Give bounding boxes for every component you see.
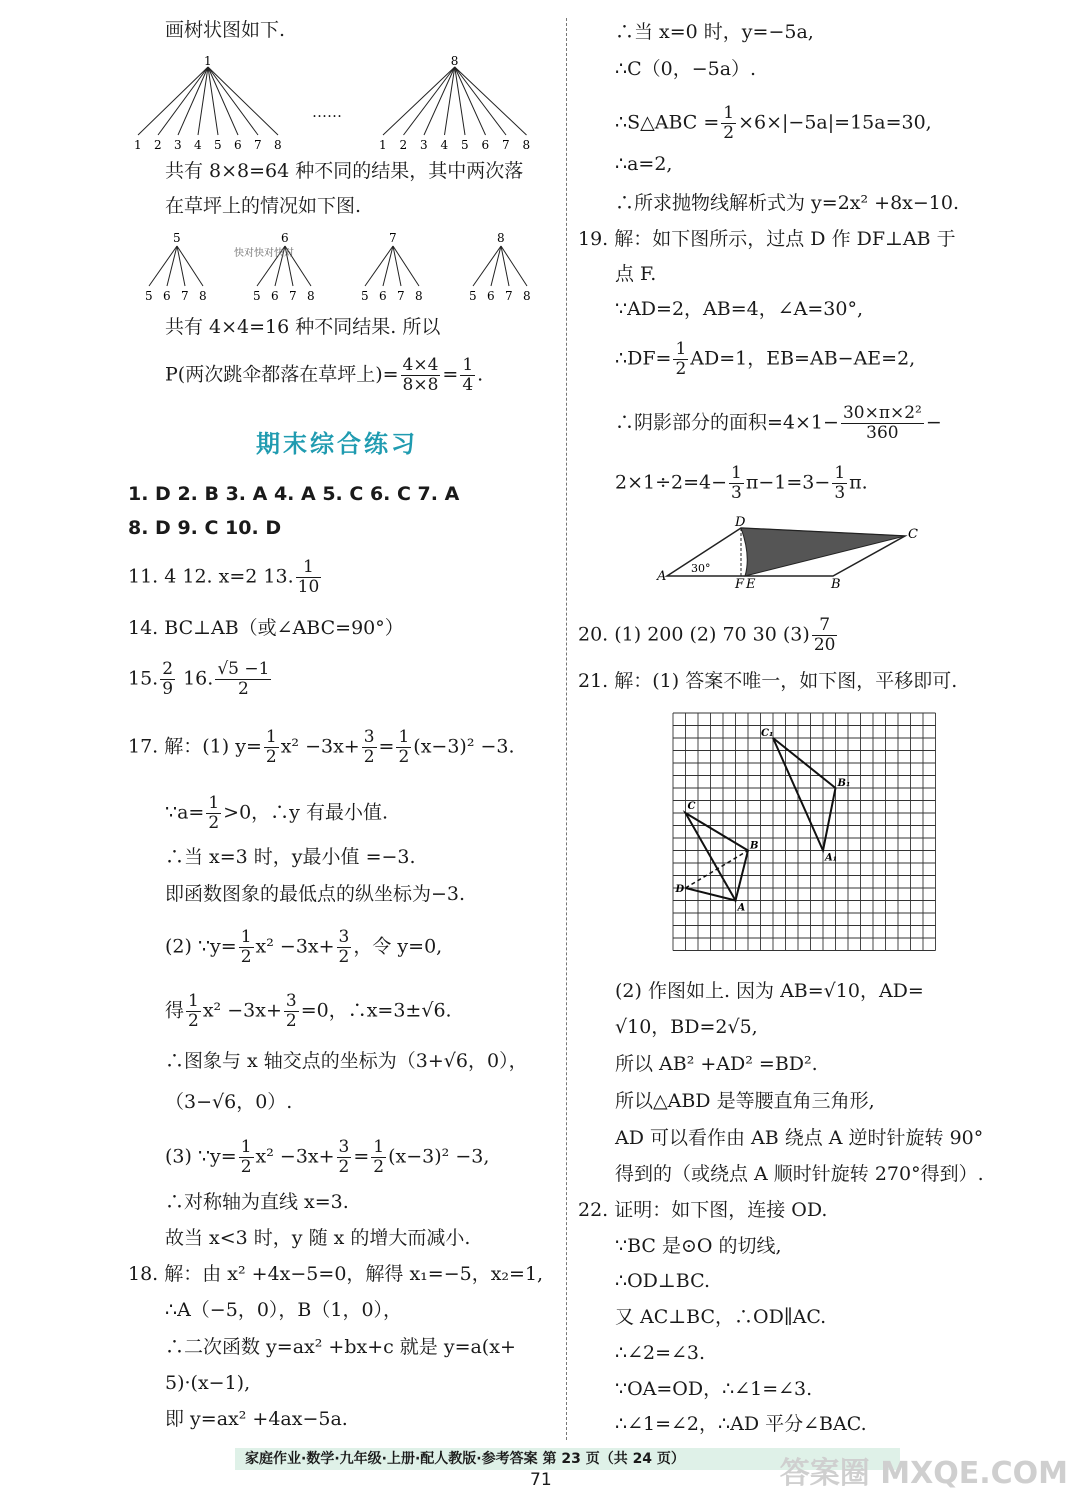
small-tree-leaf: 6 bbox=[271, 289, 279, 303]
small-tree-root: 7 bbox=[389, 231, 397, 245]
tree-leaf: 6 bbox=[234, 138, 242, 152]
q21-line: 21. 解：(1) 答案不唯一，如下图，平移即可. bbox=[578, 670, 958, 692]
small-tree-leaf: 6 bbox=[487, 289, 495, 303]
small-tree-branch bbox=[473, 246, 501, 286]
tree-leaf: 3 bbox=[420, 138, 428, 152]
watermark-logo: 答案圈 MXQE.COM bbox=[779, 1456, 1068, 1491]
q21-line: 得到的（或绕点 A 顺时针旋转 270°得到）. bbox=[615, 1163, 984, 1185]
q18-line: 即 y=ax² +4ax−5a. bbox=[165, 1408, 348, 1430]
q22-line: 又 AC⊥BC，∴OD∥AC. bbox=[615, 1306, 827, 1328]
small-tree-leaf: 5 bbox=[145, 289, 153, 303]
answers-line: 15. $\frac{2}{9}$ 16. $\frac{√5 -1}{2}$ bbox=[128, 659, 270, 699]
q22-line: ∴OD⊥BC. bbox=[615, 1270, 710, 1292]
grid-point-label: C bbox=[687, 801, 696, 812]
label-C: C bbox=[908, 527, 918, 542]
tree-branch bbox=[383, 67, 455, 135]
segment-BD bbox=[686, 851, 749, 889]
q19-line: ∴阴影部分的面积=4×1− $\frac{\text{30×π×2²}}{360}$ − bbox=[615, 403, 942, 443]
tree-diagram-1 bbox=[130, 55, 300, 155]
stamp-text: 快对快对快对 bbox=[234, 248, 294, 259]
q17-line: (3) ∵y= $\frac{1}{2}$ x² −3x+ $\frac{3}{2}$ = $\frac{1}{2}$ (x−3)² −3, bbox=[165, 1137, 490, 1177]
small-tree-leaf: 5 bbox=[469, 289, 477, 303]
tree-root: 8 bbox=[450, 55, 459, 68]
small-tree-leaf: 7 bbox=[505, 289, 513, 303]
r-line: ∴C（0，−5a）. bbox=[615, 58, 757, 80]
answers-line: 14. BC⊥AB（或∠ABC=90°） bbox=[128, 617, 404, 639]
q19-line: 19. 解：如下图所示，过点 D 作 DF⊥AB 于 bbox=[578, 228, 956, 250]
answers-line: 1. D 2. B 3. A 4. A 5. C 6. C 7. A bbox=[128, 483, 460, 505]
r-line: ∴当 x=0 时，y=−5a, bbox=[615, 21, 814, 43]
small-tree-leaf: 7 bbox=[397, 289, 405, 303]
small-tree-leaf: 8 bbox=[307, 289, 315, 303]
small-tree-leaf: 8 bbox=[415, 289, 423, 303]
q17-line: 得 $\frac{1}{2}$ x² −3x+ $\frac{3}{2}$ =0，∴x=3±√6. bbox=[165, 991, 452, 1031]
tree-leaf: 1 bbox=[379, 138, 387, 152]
small-tree-leaf: 6 bbox=[163, 289, 171, 303]
q19-line: ∵AD=2，AB=4，∠A=30°, bbox=[615, 298, 864, 320]
small-tree-leaf: 7 bbox=[181, 289, 189, 303]
q21-line: √10，BD=2√5, bbox=[615, 1016, 758, 1038]
small-tree-leaf: 5 bbox=[361, 289, 369, 303]
tree-leaf: 1 bbox=[134, 138, 142, 152]
grid-point-label: A₁ bbox=[825, 852, 838, 864]
small-tree-branch bbox=[149, 246, 177, 286]
q18-line: 18. 解：由 x² +4x−5=0，解得 x₁=−5，x₂=1, bbox=[128, 1263, 544, 1285]
tree-leaf: 8 bbox=[274, 138, 282, 152]
grid-point-label: A bbox=[737, 902, 746, 914]
q17-line: (2) ∵y= $\frac{1}{2}$ x² −3x+ $\frac{3}{2}$ ，令 y=0, bbox=[165, 927, 443, 967]
small-tree-branch bbox=[383, 246, 393, 286]
small-tree-branch bbox=[491, 246, 501, 286]
tree-branch bbox=[455, 67, 527, 135]
ellipsis: …… bbox=[312, 103, 342, 121]
tree-leaf: 7 bbox=[254, 138, 262, 152]
q19-line: 点 F. bbox=[615, 263, 657, 285]
tree-leaf: 6 bbox=[481, 138, 490, 152]
grid-point-label: D bbox=[675, 884, 685, 895]
parallelogram-figure bbox=[655, 516, 925, 591]
q22-line: ∵OA=OD，∴∠1=∠3. bbox=[615, 1378, 813, 1400]
section-title: 期末综合练习 bbox=[256, 430, 418, 458]
q21-line: 所以△ABD 是等腰直角三角形, bbox=[615, 1090, 875, 1112]
tree-leaf: 2 bbox=[154, 138, 162, 152]
q19-line: ∴DF= $\frac{1}{2}$ AD=1，EB=AB−AE=2, bbox=[615, 339, 916, 379]
small-tree-root: 8 bbox=[497, 231, 505, 245]
q21-line: AD 可以看作由 AB 绕点 A 逆时针旋转 90° bbox=[615, 1127, 984, 1149]
q17-line: ∴图象与 x 轴交点的坐标为（3+√6，0）， bbox=[165, 1050, 528, 1072]
small-tree-root: 6 bbox=[281, 231, 289, 245]
small-tree-branch bbox=[365, 246, 393, 286]
small-tree-branch bbox=[167, 246, 177, 286]
tree-leaf: 3 bbox=[174, 138, 182, 152]
q21-line: 所以 AB² +AD² =BD². bbox=[615, 1053, 818, 1075]
column-divider bbox=[566, 18, 567, 1440]
footer-bar: 家庭作业·数学·九年级·上册·配人教版·参考答案 第 23 页（共 24 页） bbox=[235, 1448, 900, 1470]
q19-line: 2×1÷2=4− $\frac{1}{3}$ π−1=3− $\frac{1}{3}$ π. bbox=[615, 463, 868, 503]
answers-line: 8. D 9. C 10. D bbox=[128, 517, 282, 539]
q17-line: （3−√6，0）. bbox=[165, 1091, 293, 1113]
triangle bbox=[773, 738, 836, 851]
small-trees bbox=[135, 228, 555, 308]
label-angle: 30° bbox=[691, 562, 711, 575]
small-tree-root: 5 bbox=[173, 231, 181, 245]
r-line: ∴所求抛物线解析式为 y=2x² +8x−10. bbox=[615, 192, 960, 214]
q18-line: 5)·(x−1), bbox=[165, 1372, 251, 1394]
label-F: F bbox=[735, 577, 745, 591]
text-line: 共有 4×4=16 种不同结果. 所以 bbox=[165, 316, 441, 338]
page-number: 71 bbox=[530, 1470, 552, 1490]
label-B: B bbox=[831, 577, 841, 591]
q17-line: ∵a= $\frac{1}{2}$ >0，∴y 有最小值. bbox=[165, 793, 388, 833]
tree-diagram-2 bbox=[375, 55, 555, 155]
small-tree-leaf: 6 bbox=[379, 289, 387, 303]
tree-branch bbox=[208, 67, 278, 135]
tree-leaf: 7 bbox=[502, 138, 510, 152]
tree-leaf: 5 bbox=[214, 138, 222, 152]
grid-point-label: C₁ bbox=[761, 728, 774, 739]
q22-line: ∵BC 是⊙O 的切线, bbox=[615, 1235, 782, 1257]
q17-line: 故当 x<3 时，y 随 x 的增大而减小. bbox=[165, 1227, 471, 1249]
q21-line: (2) 作图如上. 因为 AB=√10，AD= bbox=[615, 980, 924, 1002]
tree-root: 1 bbox=[204, 55, 212, 68]
q17-line: ∴对称轴为直线 x=3. bbox=[165, 1191, 349, 1213]
answers-line: 11. 4 12. x=2 13. $\frac{1}{10}$ bbox=[128, 557, 320, 597]
tree-leaf: 5 bbox=[461, 138, 469, 152]
q22-line: ∴∠2=∠3. bbox=[615, 1342, 706, 1364]
tree-leaf: 4 bbox=[194, 138, 202, 152]
text-line: 在草坪上的情况如下图. bbox=[165, 195, 362, 217]
q22-line: 22. 证明：如下图，连接 OD. bbox=[578, 1199, 828, 1221]
small-tree-leaf: 8 bbox=[199, 289, 207, 303]
small-tree-leaf: 8 bbox=[523, 289, 531, 303]
q17-line: ∴当 x=3 时，y最小值 =−3. bbox=[165, 846, 416, 868]
q18-line: ∴A（−5，0），B（1，0）， bbox=[165, 1299, 403, 1321]
text-line: 画树状图如下. bbox=[165, 19, 286, 41]
q17-line: 即函数图象的最低点的纵坐标为−3. bbox=[165, 883, 466, 905]
tree-leaf: 4 bbox=[440, 138, 449, 152]
tree-branch bbox=[138, 67, 208, 135]
triangle bbox=[686, 813, 749, 901]
probability-line: P(两次跳伞都落在草坪上)= $\frac{4\times 4}{8\times 8}$ = $\frac{1}{4}$ . bbox=[165, 355, 484, 395]
q20-line: 20. (1) 200 (2) 70 30 (3) $\frac{7}{20}$ bbox=[578, 615, 836, 655]
label-A: A bbox=[657, 569, 667, 584]
q18-line: ∴二次函数 y=ax² +bx+c 就是 y=a(x+ bbox=[165, 1336, 516, 1358]
small-tree-leaf: 5 bbox=[253, 289, 261, 303]
grid-figure bbox=[670, 710, 945, 955]
text-line: 共有 8×8=64 种不同的结果，其中两次落 bbox=[165, 160, 524, 182]
q17-line: 17. 解：(1) y= $\frac{1}{2}$ x² −3x+ $\frac{3}{2}$ = $\frac{1}{2}$ (x−3)² −3. bbox=[128, 727, 515, 767]
label-D: D bbox=[735, 516, 746, 530]
label-E: E bbox=[746, 577, 756, 591]
tree-leaf: 2 bbox=[399, 138, 408, 152]
grid-point-label: B₁ bbox=[837, 778, 851, 789]
small-tree-leaf: 7 bbox=[289, 289, 297, 303]
tree-leaf: 8 bbox=[522, 138, 531, 152]
r-line: ∴S△ABC = $\frac{1}{2}$ ×6×|−5a|=15a=30, bbox=[615, 103, 932, 143]
r-line: ∴a=2, bbox=[615, 153, 673, 175]
q22-line: ∴∠1=∠2，∴AD 平分∠BAC. bbox=[615, 1413, 867, 1435]
grid-point-label: B bbox=[750, 840, 759, 852]
